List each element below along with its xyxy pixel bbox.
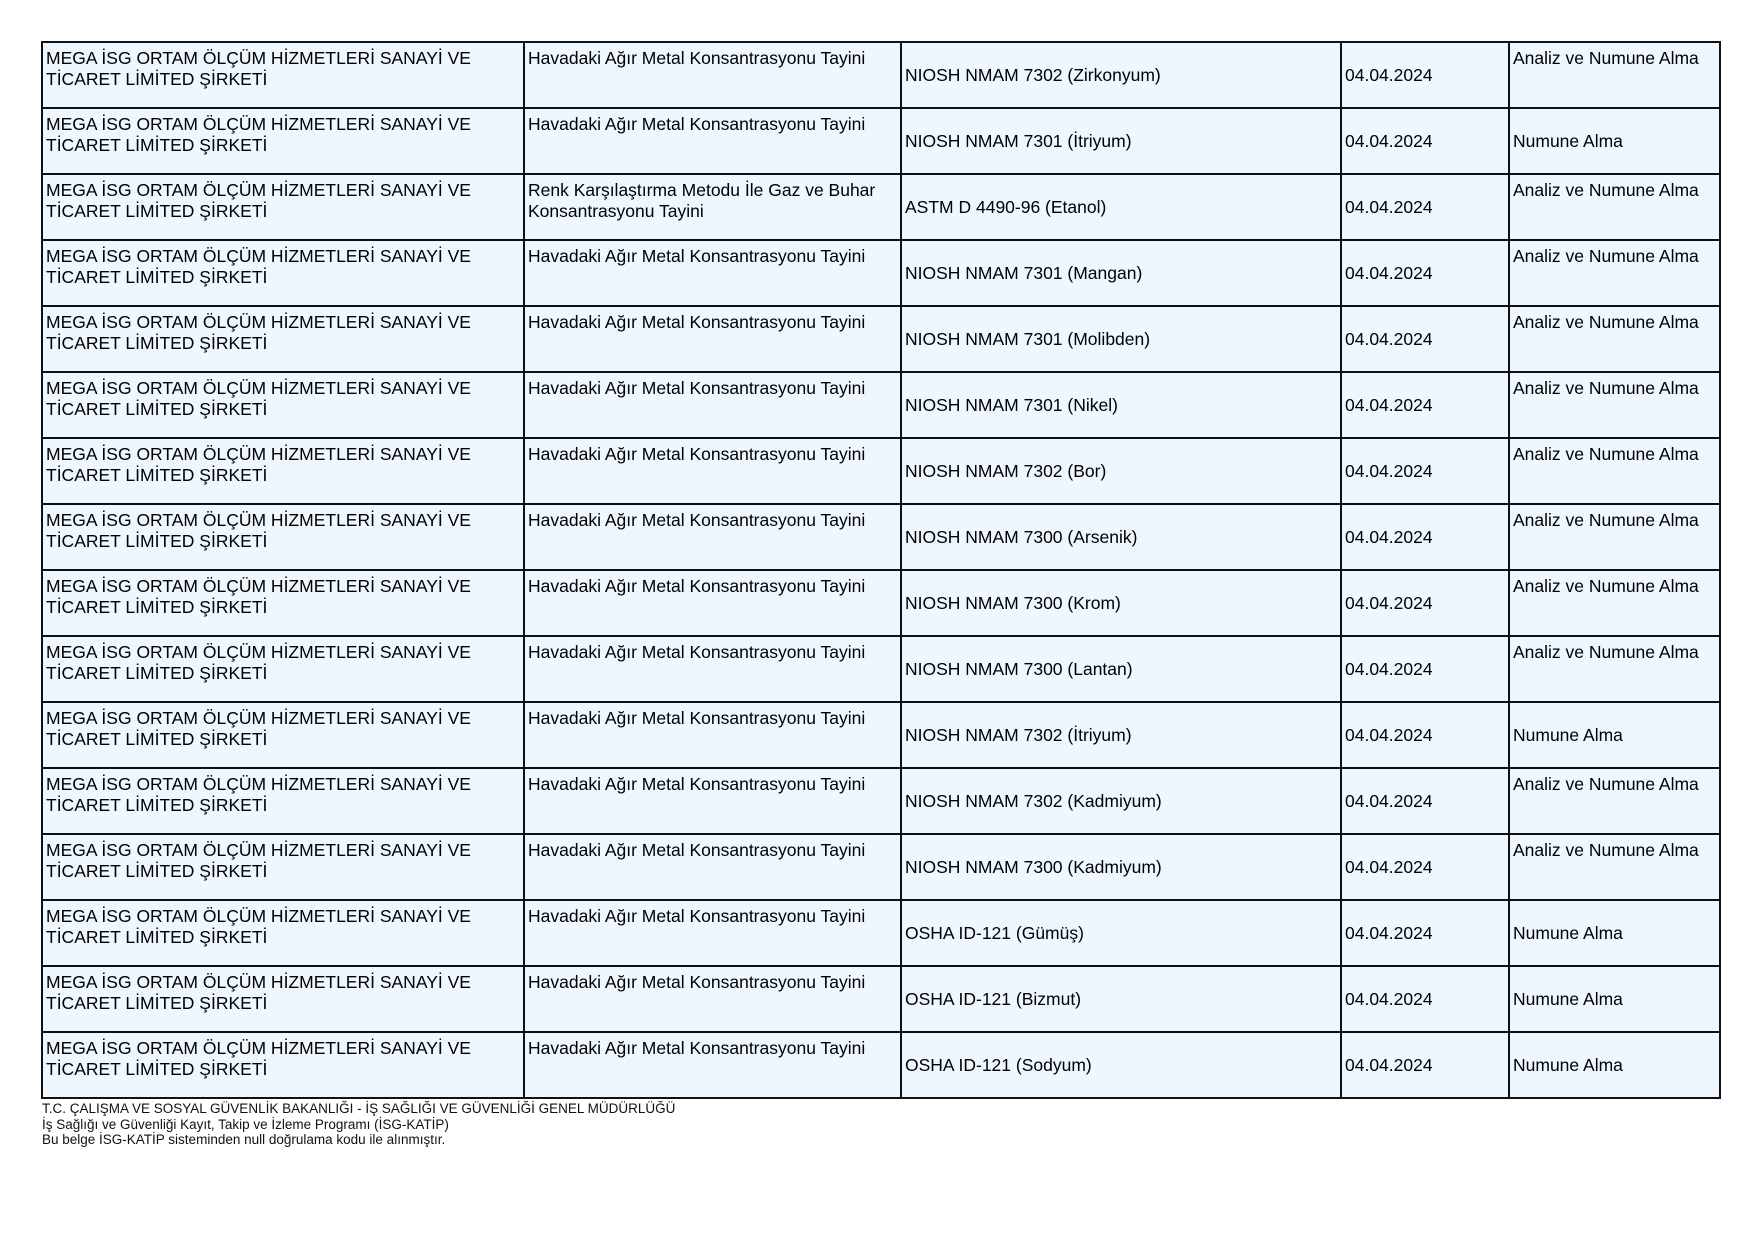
table-row [42,174,1720,240]
company-cell: MEGA İSG ORTAM ÖLÇÜM HİZMETLERİ SANAYİ VE TİCARET LİMİTED ŞİRKETİ [42,900,524,966]
table-row [42,768,1720,834]
date-cell: 04.04.2024 [1341,900,1509,966]
date-cell: 04.04.2024 [1341,42,1509,108]
company-cell: MEGA İSG ORTAM ÖLÇÜM HİZMETLERİ SANAYİ VE TİCARET LİMİTED ŞİRKETİ [42,570,524,636]
date-cell: 04.04.2024 [1341,108,1509,174]
scope-cell: Analiz ve Numune Alma [1509,768,1720,834]
method-cell: NIOSH NMAM 7301 (Molibden) [901,306,1341,372]
table-row [42,438,1720,504]
parameter-cell: Havadaki Ağır Metal Konsantrasyonu Tayini [524,438,901,504]
parameter-cell: Havadaki Ağır Metal Konsantrasyonu Tayini [524,1032,901,1098]
date-cell: 04.04.2024 [1341,372,1509,438]
scope-cell: Numune Alma [1509,1032,1720,1098]
scope-cell: Analiz ve Numune Alma [1509,570,1720,636]
method-cell: NIOSH NMAM 7302 (İtriyum) [901,702,1341,768]
date-cell: 04.04.2024 [1341,702,1509,768]
parameter-cell: Havadaki Ağır Metal Konsantrasyonu Tayini [524,108,901,174]
table-row [42,108,1720,174]
parameter-cell: Havadaki Ağır Metal Konsantrasyonu Tayini [524,504,901,570]
method-cell: NIOSH NMAM 7302 (Zirkonyum) [901,42,1341,108]
scope-cell: Analiz ve Numune Alma [1509,834,1720,900]
date-cell: 04.04.2024 [1341,570,1509,636]
company-cell: MEGA İSG ORTAM ÖLÇÜM HİZMETLERİ SANAYİ VE TİCARET LİMİTED ŞİRKETİ [42,768,524,834]
table-row [42,702,1720,768]
company-cell: MEGA İSG ORTAM ÖLÇÜM HİZMETLERİ SANAYİ VE TİCARET LİMİTED ŞİRKETİ [42,174,524,240]
table-row [42,42,1720,108]
company-cell: MEGA İSG ORTAM ÖLÇÜM HİZMETLERİ SANAYİ VE TİCARET LİMİTED ŞİRKETİ [42,834,524,900]
company-cell: MEGA İSG ORTAM ÖLÇÜM HİZMETLERİ SANAYİ VE TİCARET LİMİTED ŞİRKETİ [42,372,524,438]
method-cell: OSHA ID-121 (Bizmut) [901,966,1341,1032]
method-cell: NIOSH NMAM 7300 (Krom) [901,570,1341,636]
parameter-cell: Havadaki Ağır Metal Konsantrasyonu Tayini [524,768,901,834]
table-row [42,900,1720,966]
table-row [42,834,1720,900]
method-cell: NIOSH NMAM 7302 (Bor) [901,438,1341,504]
date-cell: 04.04.2024 [1341,966,1509,1032]
method-cell: NIOSH NMAM 7300 (Lantan) [901,636,1341,702]
company-cell: MEGA İSG ORTAM ÖLÇÜM HİZMETLERİ SANAYİ VE TİCARET LİMİTED ŞİRKETİ [42,108,524,174]
lab-accreditation-table [41,41,1721,1099]
date-cell: 04.04.2024 [1341,768,1509,834]
parameter-cell: Havadaki Ağır Metal Konsantrasyonu Tayini [524,570,901,636]
parameter-cell: Renk Karşılaştırma Metodu İle Gaz ve Buhar Konsantrasyonu Tayini [524,174,901,240]
scope-cell: Analiz ve Numune Alma [1509,42,1720,108]
scope-cell: Numune Alma [1509,966,1720,1032]
scope-cell: Analiz ve Numune Alma [1509,504,1720,570]
table-row [42,966,1720,1032]
table-row [42,306,1720,372]
parameter-cell: Havadaki Ağır Metal Konsantrasyonu Tayini [524,966,901,1032]
table-row [42,372,1720,438]
parameter-cell: Havadaki Ağır Metal Konsantrasyonu Tayini [524,900,901,966]
table-row [42,240,1720,306]
method-cell: NIOSH NMAM 7300 (Arsenik) [901,504,1341,570]
date-cell: 04.04.2024 [1341,438,1509,504]
footer-program: İş Sağlığı ve Güvenliği Kayıt, Takip ve İzleme Programı (İSG-KATİP) [42,1116,449,1132]
scope-cell: Analiz ve Numune Alma [1509,174,1720,240]
table-row [42,636,1720,702]
parameter-cell: Havadaki Ağır Metal Konsantrasyonu Tayini [524,702,901,768]
company-cell: MEGA İSG ORTAM ÖLÇÜM HİZMETLERİ SANAYİ VE TİCARET LİMİTED ŞİRKETİ [42,636,524,702]
scope-cell: Analiz ve Numune Alma [1509,438,1720,504]
parameter-cell: Havadaki Ağır Metal Konsantrasyonu Tayini [524,636,901,702]
date-cell: 04.04.2024 [1341,636,1509,702]
scope-cell: Analiz ve Numune Alma [1509,636,1720,702]
date-cell: 04.04.2024 [1341,834,1509,900]
date-cell: 04.04.2024 [1341,240,1509,306]
method-cell: ASTM D 4490-96 (Etanol) [901,174,1341,240]
company-cell: MEGA İSG ORTAM ÖLÇÜM HİZMETLERİ SANAYİ VE TİCARET LİMİTED ŞİRKETİ [42,1032,524,1098]
footer-ministry: T.C. ÇALIŞMA VE SOSYAL GÜVENLİK BAKANLIĞI - İŞ SAĞLIĞI VE GÜVENLİĞİ GENEL MÜDÜRLÜĞÜ [42,1101,676,1116]
parameter-cell: Havadaki Ağır Metal Konsantrasyonu Tayini [524,372,901,438]
method-cell: NIOSH NMAM 7301 (İtriyum) [901,108,1341,174]
scope-cell: Analiz ve Numune Alma [1509,372,1720,438]
method-cell: NIOSH NMAM 7301 (Mangan) [901,240,1341,306]
scope-cell: Numune Alma [1509,900,1720,966]
date-cell: 04.04.2024 [1341,306,1509,372]
scope-cell: Analiz ve Numune Alma [1509,306,1720,372]
date-cell: 04.04.2024 [1341,1032,1509,1098]
parameter-cell: Havadaki Ağır Metal Konsantrasyonu Tayini [524,834,901,900]
scope-cell: Analiz ve Numune Alma [1509,240,1720,306]
scope-cell: Numune Alma [1509,108,1720,174]
company-cell: MEGA İSG ORTAM ÖLÇÜM HİZMETLERİ SANAYİ VE TİCARET LİMİTED ŞİRKETİ [42,438,524,504]
table-row [42,504,1720,570]
method-cell: NIOSH NMAM 7301 (Nikel) [901,372,1341,438]
date-cell: 04.04.2024 [1341,504,1509,570]
company-cell: MEGA İSG ORTAM ÖLÇÜM HİZMETLERİ SANAYİ VE TİCARET LİMİTED ŞİRKETİ [42,306,524,372]
parameter-cell: Havadaki Ağır Metal Konsantrasyonu Tayini [524,42,901,108]
date-cell: 04.04.2024 [1341,174,1509,240]
method-cell: OSHA ID-121 (Gümüş) [901,900,1341,966]
footer-verification: Bu belge İSG-KATİP sisteminden null doğrulama kodu ile alınmıştır. [42,1132,446,1147]
parameter-cell: Havadaki Ağır Metal Konsantrasyonu Tayini [524,306,901,372]
company-cell: MEGA İSG ORTAM ÖLÇÜM HİZMETLERİ SANAYİ VE TİCARET LİMİTED ŞİRKETİ [42,42,524,108]
company-cell: MEGA İSG ORTAM ÖLÇÜM HİZMETLERİ SANAYİ VE TİCARET LİMİTED ŞİRKETİ [42,504,524,570]
method-cell: NIOSH NMAM 7302 (Kadmiyum) [901,768,1341,834]
company-cell: MEGA İSG ORTAM ÖLÇÜM HİZMETLERİ SANAYİ VE TİCARET LİMİTED ŞİRKETİ [42,966,524,1032]
table-row [42,570,1720,636]
method-cell: NIOSH NMAM 7300 (Kadmiyum) [901,834,1341,900]
company-cell: MEGA İSG ORTAM ÖLÇÜM HİZMETLERİ SANAYİ VE TİCARET LİMİTED ŞİRKETİ [42,240,524,306]
method-cell: OSHA ID-121 (Sodyum) [901,1032,1341,1098]
scope-cell: Numune Alma [1509,702,1720,768]
company-cell: MEGA İSG ORTAM ÖLÇÜM HİZMETLERİ SANAYİ VE TİCARET LİMİTED ŞİRKETİ [42,702,524,768]
document-footer [42,1101,675,1148]
table-row [42,1032,1720,1098]
parameter-cell: Havadaki Ağır Metal Konsantrasyonu Tayini [524,240,901,306]
